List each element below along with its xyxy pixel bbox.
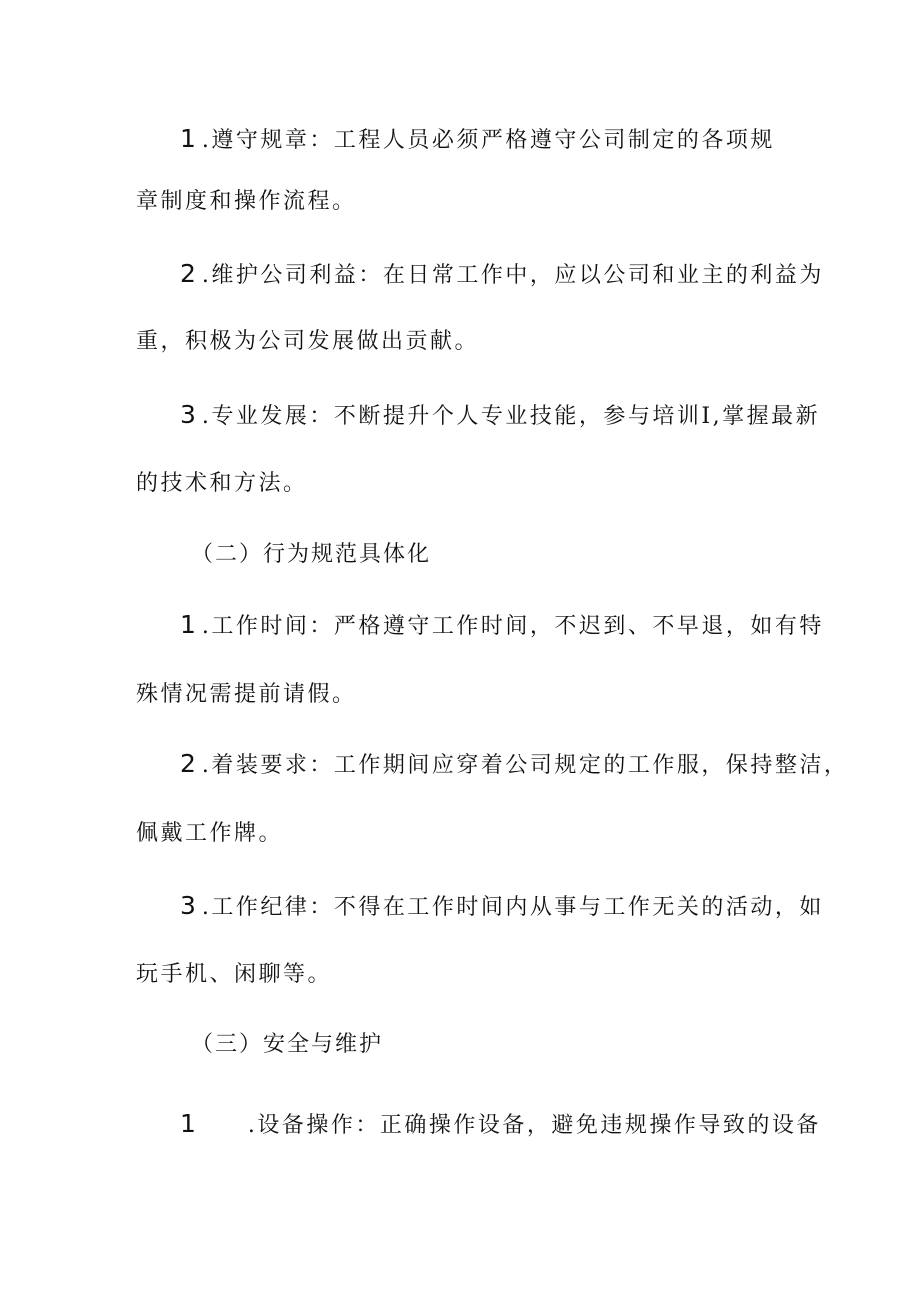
list-item-first-line [180,891,824,923]
list-item-first-line [180,400,820,432]
list-item-continuation: 章制度和操作流程。 [136,189,357,214]
list-item-continuation: 殊情况需提前请假。 [136,682,357,707]
list-item-first-line [180,610,824,642]
list-item-first-line [180,259,824,291]
list-item-continuation: 玩手机、闲聊等。 [136,962,333,987]
list-item-text: .维护公司利益：在日常工作中，应以公司和业主的利益为 [201,263,824,288]
section-heading: （二）行为规范具体化 [191,542,432,567]
list-item-number: 2 [180,749,196,778]
list-item-text: .着装要求：工作期间应穿着公司规定的工作服，保持整洁， [201,753,849,778]
list-item-continuation: 佩戴工作牌。 [136,821,284,846]
list-item-text: .设备操作：正确操作设备，避免违规操作导致的设备 [247,1113,821,1138]
list-item-first-line [180,1109,821,1141]
list-item-continuation: 重，积极为公司发展做出贡献。 [136,329,480,354]
section-heading: （三）安全与维护 [191,1032,384,1057]
list-item-number: 1 [180,1109,196,1138]
list-item-number: 3 [180,400,196,429]
list-item-continuation: 的技术和方法。 [136,471,308,496]
list-item-text: .工作纪律：不得在工作时间内从事与工作无关的活动，如 [201,895,824,920]
list-item-first-line [180,749,848,781]
list-item-text: .工作时间：严格遵守工作时间，不迟到、不早退，如有特 [201,614,824,639]
list-item-number: 3 [180,891,196,920]
list-item-first-line [180,124,775,156]
list-item-text: .遵守规章：工程人员必须严格遵守公司制定的各项规 [201,128,775,153]
list-item-number: 2 [180,259,196,288]
list-item-text: .专业发展：不断提升个人专业技能，参与培训I,掌握最新 [201,404,821,429]
list-item-number: 1 [180,124,196,153]
list-item-number: 1 [180,610,196,639]
